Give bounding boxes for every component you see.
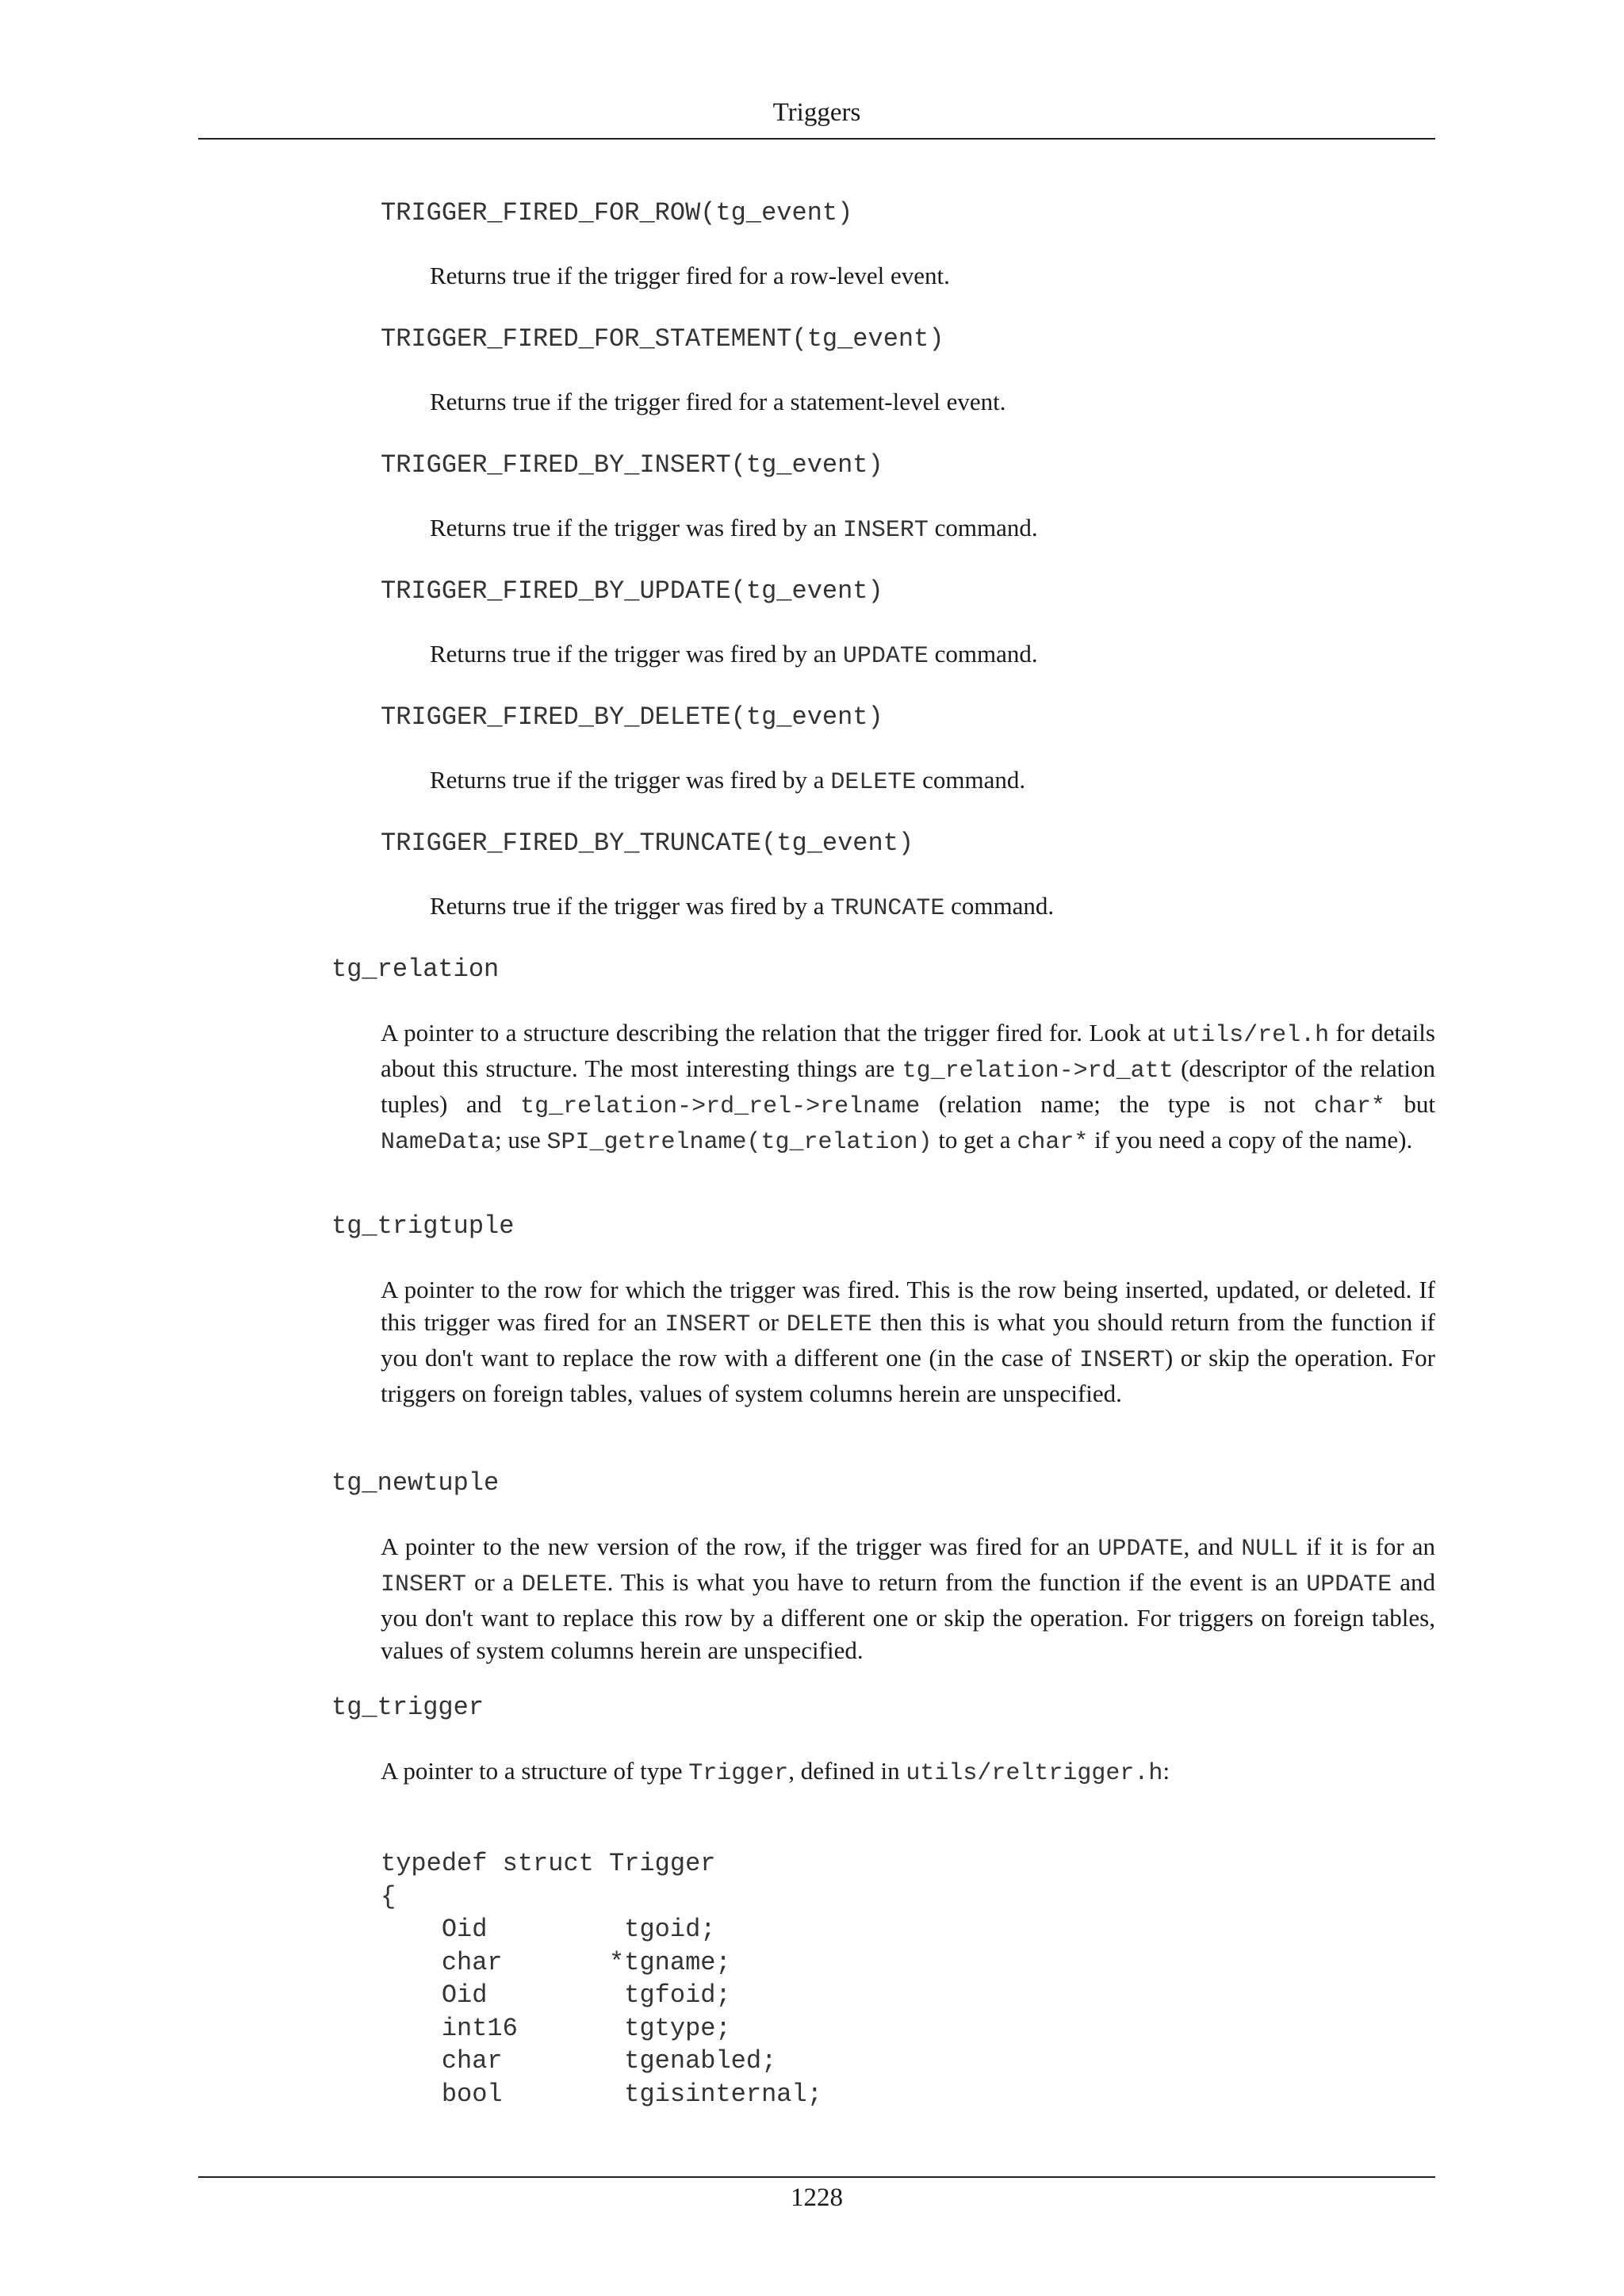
- term-tg-newtuple: tg_newtuple: [331, 1468, 500, 1498]
- macro-fired-by-delete: TRIGGER_FIRED_BY_DELETE(tg_event): [381, 702, 883, 732]
- page-number: 1228: [791, 2183, 843, 2212]
- desc-tg-relation: A pointer to a structure describing the relation that the trigger fired for. Look at utils/rel.h for details about this structure. The most interesting things are tg_relation->rd_att (descriptor of the relation tuples) and tg_relation->rd_rel->relname (relation name; the type is not char* but NameData; use SPI_getrelname(tg_relation) to get a char* if you need a copy of the name).: [381, 1019, 1436, 1156]
- header-rule: [198, 138, 1435, 140]
- macro-desc-fired-by-truncate: Returns true if the trigger was fired by a TRUNCATE command.: [430, 892, 1055, 922]
- macro-desc-fired-by-insert: Returns true if the trigger was fired by an INSERT command.: [430, 514, 1038, 544]
- desc-tg-trigger: A pointer to a structure of type Trigger, defined in utils/reltrigger.h:: [381, 1757, 1170, 1787]
- macro-desc-fired-by-update: Returns true if the trigger was fired by an UPDATE command.: [430, 640, 1038, 670]
- desc-tg-newtuple: A pointer to the new version of the row, if the trigger was fired for an UPDATE, and NULL if it is for an INSERT or a DELETE. This is what you have to return from the function if the event is an UPDATE and you don't want to replace this row by a different one or skip the operation. For triggers on foreign tables, values of system columns herein are unspecified.: [381, 1533, 1436, 1664]
- macro-fired-by-truncate: TRIGGER_FIRED_BY_TRUNCATE(tg_event): [381, 828, 914, 858]
- footer-rule: [198, 2176, 1435, 2178]
- page-header: Triggers: [772, 98, 861, 127]
- macro-fired-by-insert: TRIGGER_FIRED_BY_INSERT(tg_event): [381, 450, 883, 480]
- term-tg-relation: tg_relation: [331, 955, 500, 984]
- macro-desc-fired-for-row: Returns true if the trigger fired for a row-level event.: [430, 262, 950, 289]
- macro-fired-by-update: TRIGGER_FIRED_BY_UPDATE(tg_event): [381, 576, 883, 606]
- term-tg-trigtuple: tg_trigtuple: [331, 1211, 515, 1241]
- macro-desc-fired-for-statement: Returns true if the trigger fired for a statement-level event.: [430, 388, 1006, 415]
- desc-tg-trigtuple: A pointer to the row for which the trigger was fired. This is the row being inserted, updated, or deleted. If this trigger was fired for an INSERT or DELETE then this is what you should return from the function if you don't want to replace the row with a different one (in the case of INSERT) or skip the operation. For triggers on foreign tables, values of system columns herein are unspecified.: [381, 1276, 1435, 1407]
- term-tg-trigger: tg_trigger: [331, 1693, 485, 1722]
- trigger-struct-code-block: typedef struct Trigger { Oid tgoid; char *tgname; Oid tgfoid; int16 tgtype; char tgenabled; bool tgisinternal;: [381, 1849, 822, 2109]
- macro-fired-for-statement: TRIGGER_FIRED_FOR_STATEMENT(tg_event): [381, 324, 944, 354]
- macro-fired-for-row: TRIGGER_FIRED_FOR_ROW(tg_event): [381, 198, 853, 228]
- macro-desc-fired-by-delete: Returns true if the trigger was fired by a DELETE command.: [430, 766, 1026, 796]
